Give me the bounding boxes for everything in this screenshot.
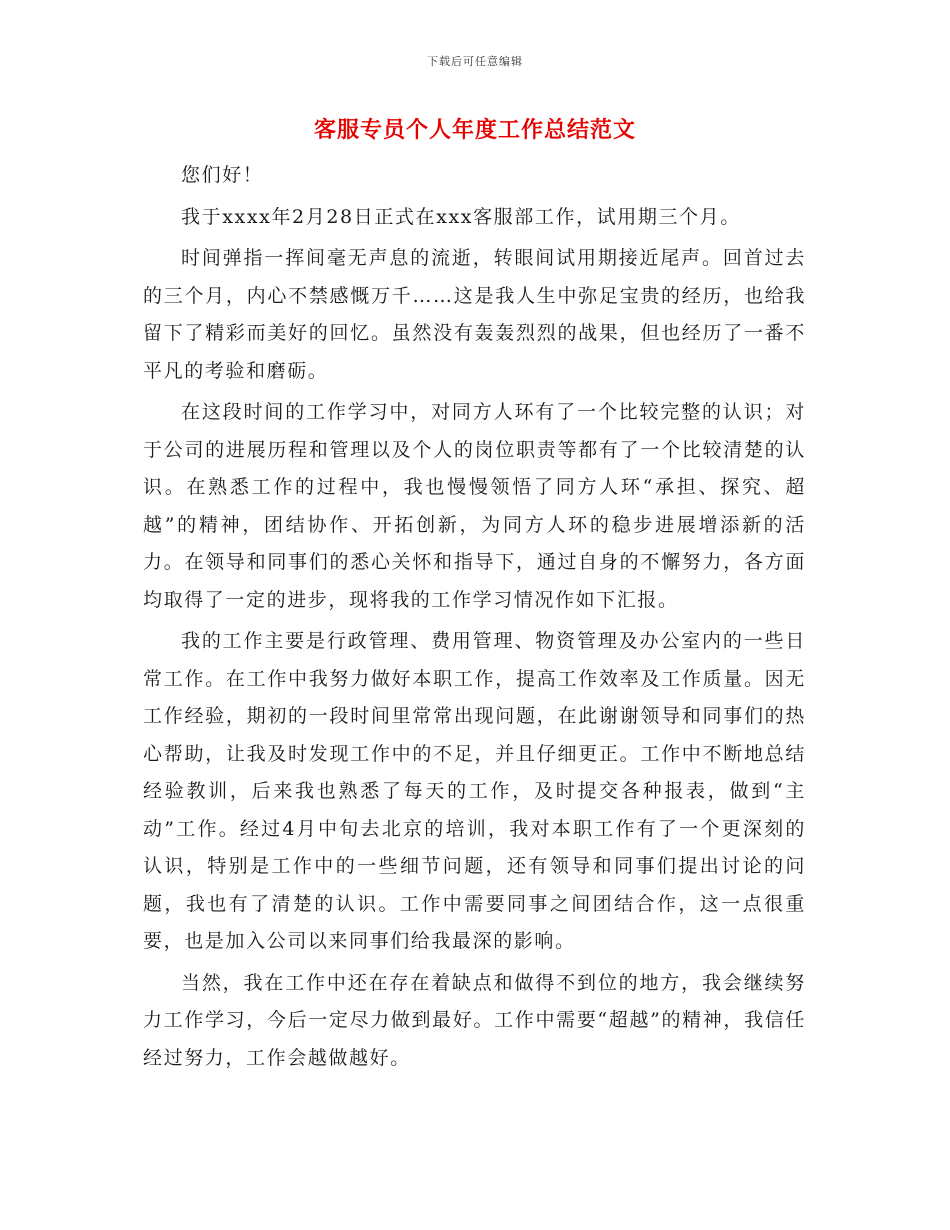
document-title: 客服专员个人年度工作总结范文 <box>313 117 636 143</box>
document-body <box>143 157 806 1081</box>
paragraph-greeting: 您们好！ <box>181 164 264 186</box>
paragraph-work-duties: 我的工作主要是行政管理、费用管理、物资管理及办公室内的一些日常工作。在工作中我努力做好本职工作，提高工作效率及工作质量。因无工作经验，期初的一段时间里常常出现问题，在此谢谢领导和同事们的热心帮助，让我及时发现工作中的不足，并且仔细更正。工作中不断地总结经验教训，后来我也熟悉了每天的工作，及时提交各种报表，做到“主动”工作。经过4月中旬去北京的培训，我对本职工作有了一个更深刻的认识，特别是工作中的一些细节问题，还有领导和同事们提出讨论的问题，我也有了清楚的认识。工作中需要同事之间团结合作，这一点很重要，也是加入公司以来同事们给我最深的影响。 <box>143 630 806 952</box>
paragraph-intro: 我于xxxx年2月28日正式在xxx客服部工作，试用期三个月。 <box>181 205 741 228</box>
paragraph-learning: 在这段时间的工作学习中，对同方人环有了一个比较完整的认识；对于公司的进展历程和管理以及个人的岗位职责等都有了一个比较清楚的认识。在熟悉工作的过程中，我也慢慢领悟了同方人环“承担、探究、超越”的精神，团结协作、开拓创新，为同方人环的稳步进展增添新的活力。在领导和同事们的悉心关怀和指导下，通过自身的不懈努力，各方面均取得了一定的进步，现将我的工作学习情况作如下汇报。 <box>143 401 806 611</box>
header-note: 下载后可任意编辑 <box>427 55 523 68</box>
paragraph-reflection: 时间弹指一挥间毫无声息的流逝，转眼间试用期接近尾声。回首过去的三个月，内心不禁感慨万千……这是我人生中弥足宝贵的经历，也给我留下了精彩而美好的回忆。虽然没有轰轰烈烈的战果，但也经历了一番不平凡的考验和磨砺。 <box>143 247 806 382</box>
paragraph-conclusion: 当然，我在工作中还在存在着缺点和做得不到位的地方，我会继续努力工作学习，今后一定尽力做到最好。工作中需要“超越”的精神，我信任经过努力，工作会越做越好。 <box>143 971 806 1069</box>
